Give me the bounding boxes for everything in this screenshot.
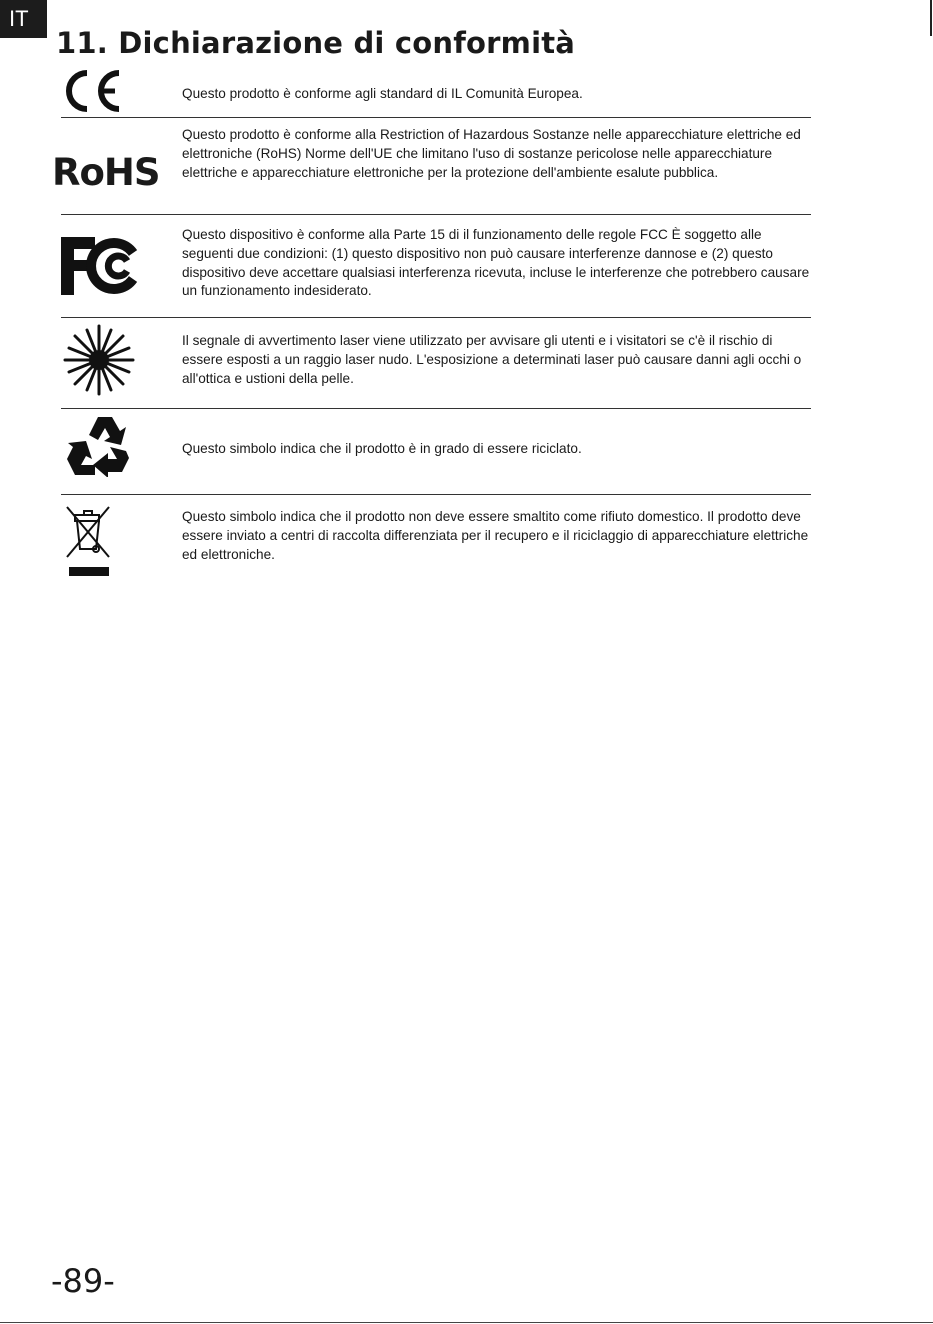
conformity-row-ce	[61, 62, 811, 118]
corner-mark	[930, 0, 932, 36]
section-text: Questo dispositivo è conforme alla Parte 15 di il funzionamento delle regole FCC È soggetto alle seguenti due condizioni: (1) questo dispositivo non può causare interferenze dannose e (2) questo dispositivo deve accettare qualsiasi interferenza ricevuta, incluse le interferenze che potrebbero causare un funzionamento indesiderato.	[182, 227, 810, 299]
fcc-icon	[61, 235, 141, 297]
conformity-row-recycle	[61, 409, 811, 495]
conformity-row-rohs	[52, 118, 811, 215]
language-tab: IT	[0, 0, 47, 38]
conformity-row-weee	[61, 495, 811, 585]
weee-bin-icon	[65, 505, 113, 577]
conformity-row-laser	[61, 318, 811, 409]
section-text: Questo simbolo indica che il prodotto non deve essere smaltito come rifiuto domestico. Il prodotto deve essere inviato a centri di raccolta differenziata per il recupero e il riciclaggio di apparecchiature elettriche ed elettroniche.	[182, 509, 809, 562]
section-text: Il segnale di avvertimento laser viene utilizzato per avvisare gli utenti e i visitatori se c'è il rischio di essere esposti a un raggio laser nudo. L'esposizione a determinati laser può causare danni agli occhi o all'ottica e ustioni della pelle.	[182, 333, 802, 386]
section-text: Questo prodotto è conforme agli standard di IL Comunità Europea.	[182, 86, 583, 101]
recycle-icon	[65, 415, 131, 477]
bottom-rule	[0, 1322, 933, 1323]
conformity-row-fcc	[61, 215, 811, 318]
page-number: -89-	[51, 1262, 115, 1300]
laser-warning-icon	[61, 324, 137, 396]
page-title: 11. Dichiarazione di conformità	[56, 26, 576, 60]
ce-mark-icon	[61, 69, 125, 113]
rohs-icon: RoHS	[52, 151, 160, 194]
section-text: Questo prodotto è conforme alla Restriction of Hazardous Sostanze nelle apparecchiature elettriche ed elettroniche (RoHS) Norme dell'UE che limitano l'uso di sostanze pericolose nelle apparecchiature elettriche e apparecchiature elettroniche per la protezione dell'ambiente esalute pubblica.	[182, 127, 801, 180]
section-text: Questo simbolo indica che il prodotto è in grado di essere riciclato.	[182, 441, 582, 456]
